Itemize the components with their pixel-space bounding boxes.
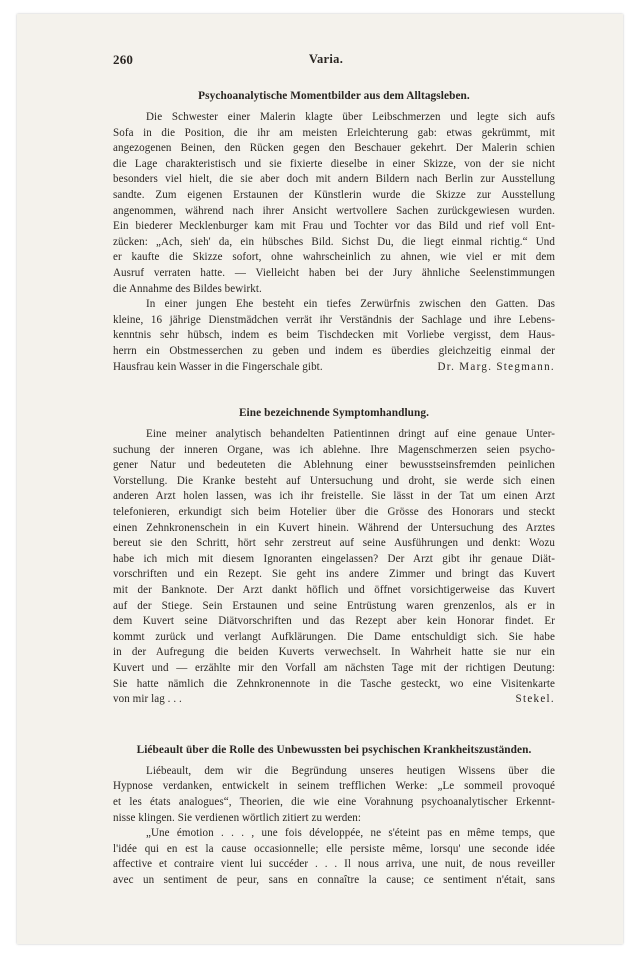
author-signature: Stekel.	[515, 693, 555, 706]
text-line: zücken: „Ach, sieh' da, ein hübsches Bild. Sichst Du, die liegt einmal richtig.“ Und	[113, 235, 555, 248]
text-line: gener Natur und bedeuteten die Ablehnung einer bewusstseinsfremden peinlichen	[113, 459, 555, 472]
text-line: anderen Arzt holen lassen, was ich ihr freistelle. Sie lässt in der Tat um einen Arzt	[113, 490, 555, 503]
text-line: Liébeault, dem wir die Begründung unseres heutigen Wissens über die	[146, 764, 555, 777]
text-line: Die Schwester einer Malerin klagte über Leibschmerzen und legte sich aufs	[146, 111, 555, 123]
section-title-liebeault: Liébeault über die Rolle des Unbewussten bei psychischen Krankheitszuständen.	[136, 743, 532, 756]
text-line: Ausruf verraten hatte. — Vielleicht haben bei der Jury ähnliche Seelenstimmungen	[113, 266, 555, 279]
text-line: angenommen, während nach ihrer Ansicht wertvollere Sachen zurückgewiesen wurden.	[113, 204, 555, 217]
text-line: Kuvert und — erzählte mir den Vorfall am nächsten Tage mit der richtigen Deutung:	[113, 662, 555, 674]
text-line: In einer jungen Ehe besteht ein tiefes Zerwürfnis zwischen den Gatten. Das	[146, 298, 555, 311]
author-signature: Dr. Marg. Stegmann.	[437, 360, 555, 373]
page-number: 260	[113, 52, 134, 67]
section-title-symptomhandlung: Eine bezeichnende Symptomhandlung.	[238, 407, 430, 420]
text-line: die Lage charakteristisch und sie fixierte dieselbe in einer Skizze, von der sie nicht	[113, 157, 555, 170]
text-line: habe ich mich mit diesem Ignoranten eingelassen? Der Arzt gibt ihr genaue Diät-	[113, 552, 555, 565]
text-line: l'idée qui en est la cause occasionnelle; elle persiste même, lorsqu' une seconde idée	[113, 842, 555, 855]
text-line: besonders viel hielt, die sie aber doch mit andern Bildern nach Berlin zur Ausstellung	[113, 173, 555, 186]
text-line: kenntnis sehr hübsch, indem es beim Tischdecken mit Vorliebe vergisst, dem Haus-	[113, 329, 555, 342]
text-line-with-signature	[113, 692, 555, 708]
text-line: sandte. Zum eigenen Erstaunen der Künstlerin wurde die Skizze zur Ausstellung	[113, 188, 555, 201]
running-title: Varia.	[308, 52, 344, 66]
text-line: vorschriften und ein Rezept. Sie geht ins andere Zimmer und bringt das Kuvert	[113, 568, 555, 581]
page-header	[113, 52, 539, 72]
text-line: herrn ein Obstmesserchen zu geben und indem es überdies gleichzeitig einmal der	[113, 344, 555, 357]
text-line: kleine, 16 jährige Dienstmädchen verrät ihr Verständnis der Sachlage und ihre Lebens-	[113, 313, 555, 326]
page-body	[113, 88, 555, 889]
text-line: Vorstellung. Die Kranke besteht auf Untersuchung und droht, sie werde sich einen	[113, 474, 555, 487]
text-line: telefonieren, erkundigt sich beim Hotelier über die Grösse des Honorars und steckt	[113, 506, 555, 519]
text-line: dem Kuvert seine Diätvorschriften und das Rezept aber kein Honorar findet. Er	[113, 615, 555, 628]
text-line: Hypnose verdanken, entwickelt in seinem trefflichen Werke: „Le sommeil provoqué	[113, 780, 555, 793]
text-line: er kaufte die Skizze sofort, ohne wahrscheinlich zu ahnen, wie viel er mit dem	[113, 251, 555, 264]
text-line: die Annahme des Bildes bewirkt.	[113, 282, 262, 295]
text-line: mit der Banknote. Der Arzt dankt höflich und öffnet vorsichtigerweise das Kuvert	[113, 584, 555, 597]
text-line: von mir lag . . .	[113, 693, 182, 706]
text-line: angezogenen Beinen, den Rücken gegen den Beschauer gekehrt. Der Malerin schien	[113, 142, 555, 155]
text-line: bereut sie den Schritt, hört sehr zerstreut auf seine Ausführungen und denkt: Wozu	[113, 537, 555, 550]
section-gap	[113, 375, 555, 405]
text-line: Ein biederer Mecklenburger kam mit Frau und Tochter vor das Bild und rief voll Ent-	[113, 220, 555, 233]
text-line-with-signature	[113, 360, 555, 376]
text-line: einen Zehnkronenschein in ein Kuvert hinein. Während der Untersuchung des Arztes	[113, 521, 555, 534]
text-line: „Une émotion . . . , une fois développée, ne s'éteint pas en même temps, que	[146, 827, 555, 840]
section-title-momentbilder: Psychoanalytische Momentbilder aus dem Alltagsleben.	[198, 90, 470, 102]
text-line: auf der Stiege. Sein Erstaunen und seine Entrüstung waren grenzenlos, als er in	[113, 599, 555, 612]
text-line: kommt zurück und verlangt Aufklärungen. Die Dame entschuldigt sich. Sie habe	[113, 630, 555, 643]
text-line: affective et contraire vient lui succéder . . . Il nous arriva, une nuit, de nous reveiller	[113, 858, 555, 871]
text-line: Sofa in die Position, die ihr am meisten Erleichterung gab: etwas gekrümmt, mit	[113, 126, 555, 139]
text-line: in der Aufregung die beiden Kuverts verwechselt. In Wahrheit hatte sie nur ein	[113, 646, 555, 659]
section-gap	[113, 708, 555, 742]
text-line: suchung der inneren Organe, was ich ablehne. Ihre Magenschmerzen seien psycho-	[113, 443, 555, 456]
text-line: Eine meiner analytisch behandelten Patientinnen dringt auf eine genaue Unter-	[146, 428, 555, 441]
text-line: Sie hatte nämlich die Zehnkronennote in die Tasche gesteckt, wo eine Visitenkarte	[113, 677, 555, 690]
text-line: nisse klingen. Sie verdienen wörtlich zitiert zu werden:	[113, 811, 362, 824]
text-line: Hausfrau kein Wasser in die Fingerschale gibt.	[113, 360, 323, 373]
text-line: et les états analogues“, Theorien, die wie eine Vorahnung psychoanalytischer Erkennt-	[113, 795, 555, 808]
text-line: avec un sentiment de peur, sans en connaître la cause; ce sentiment n'était, sans	[113, 873, 555, 886]
